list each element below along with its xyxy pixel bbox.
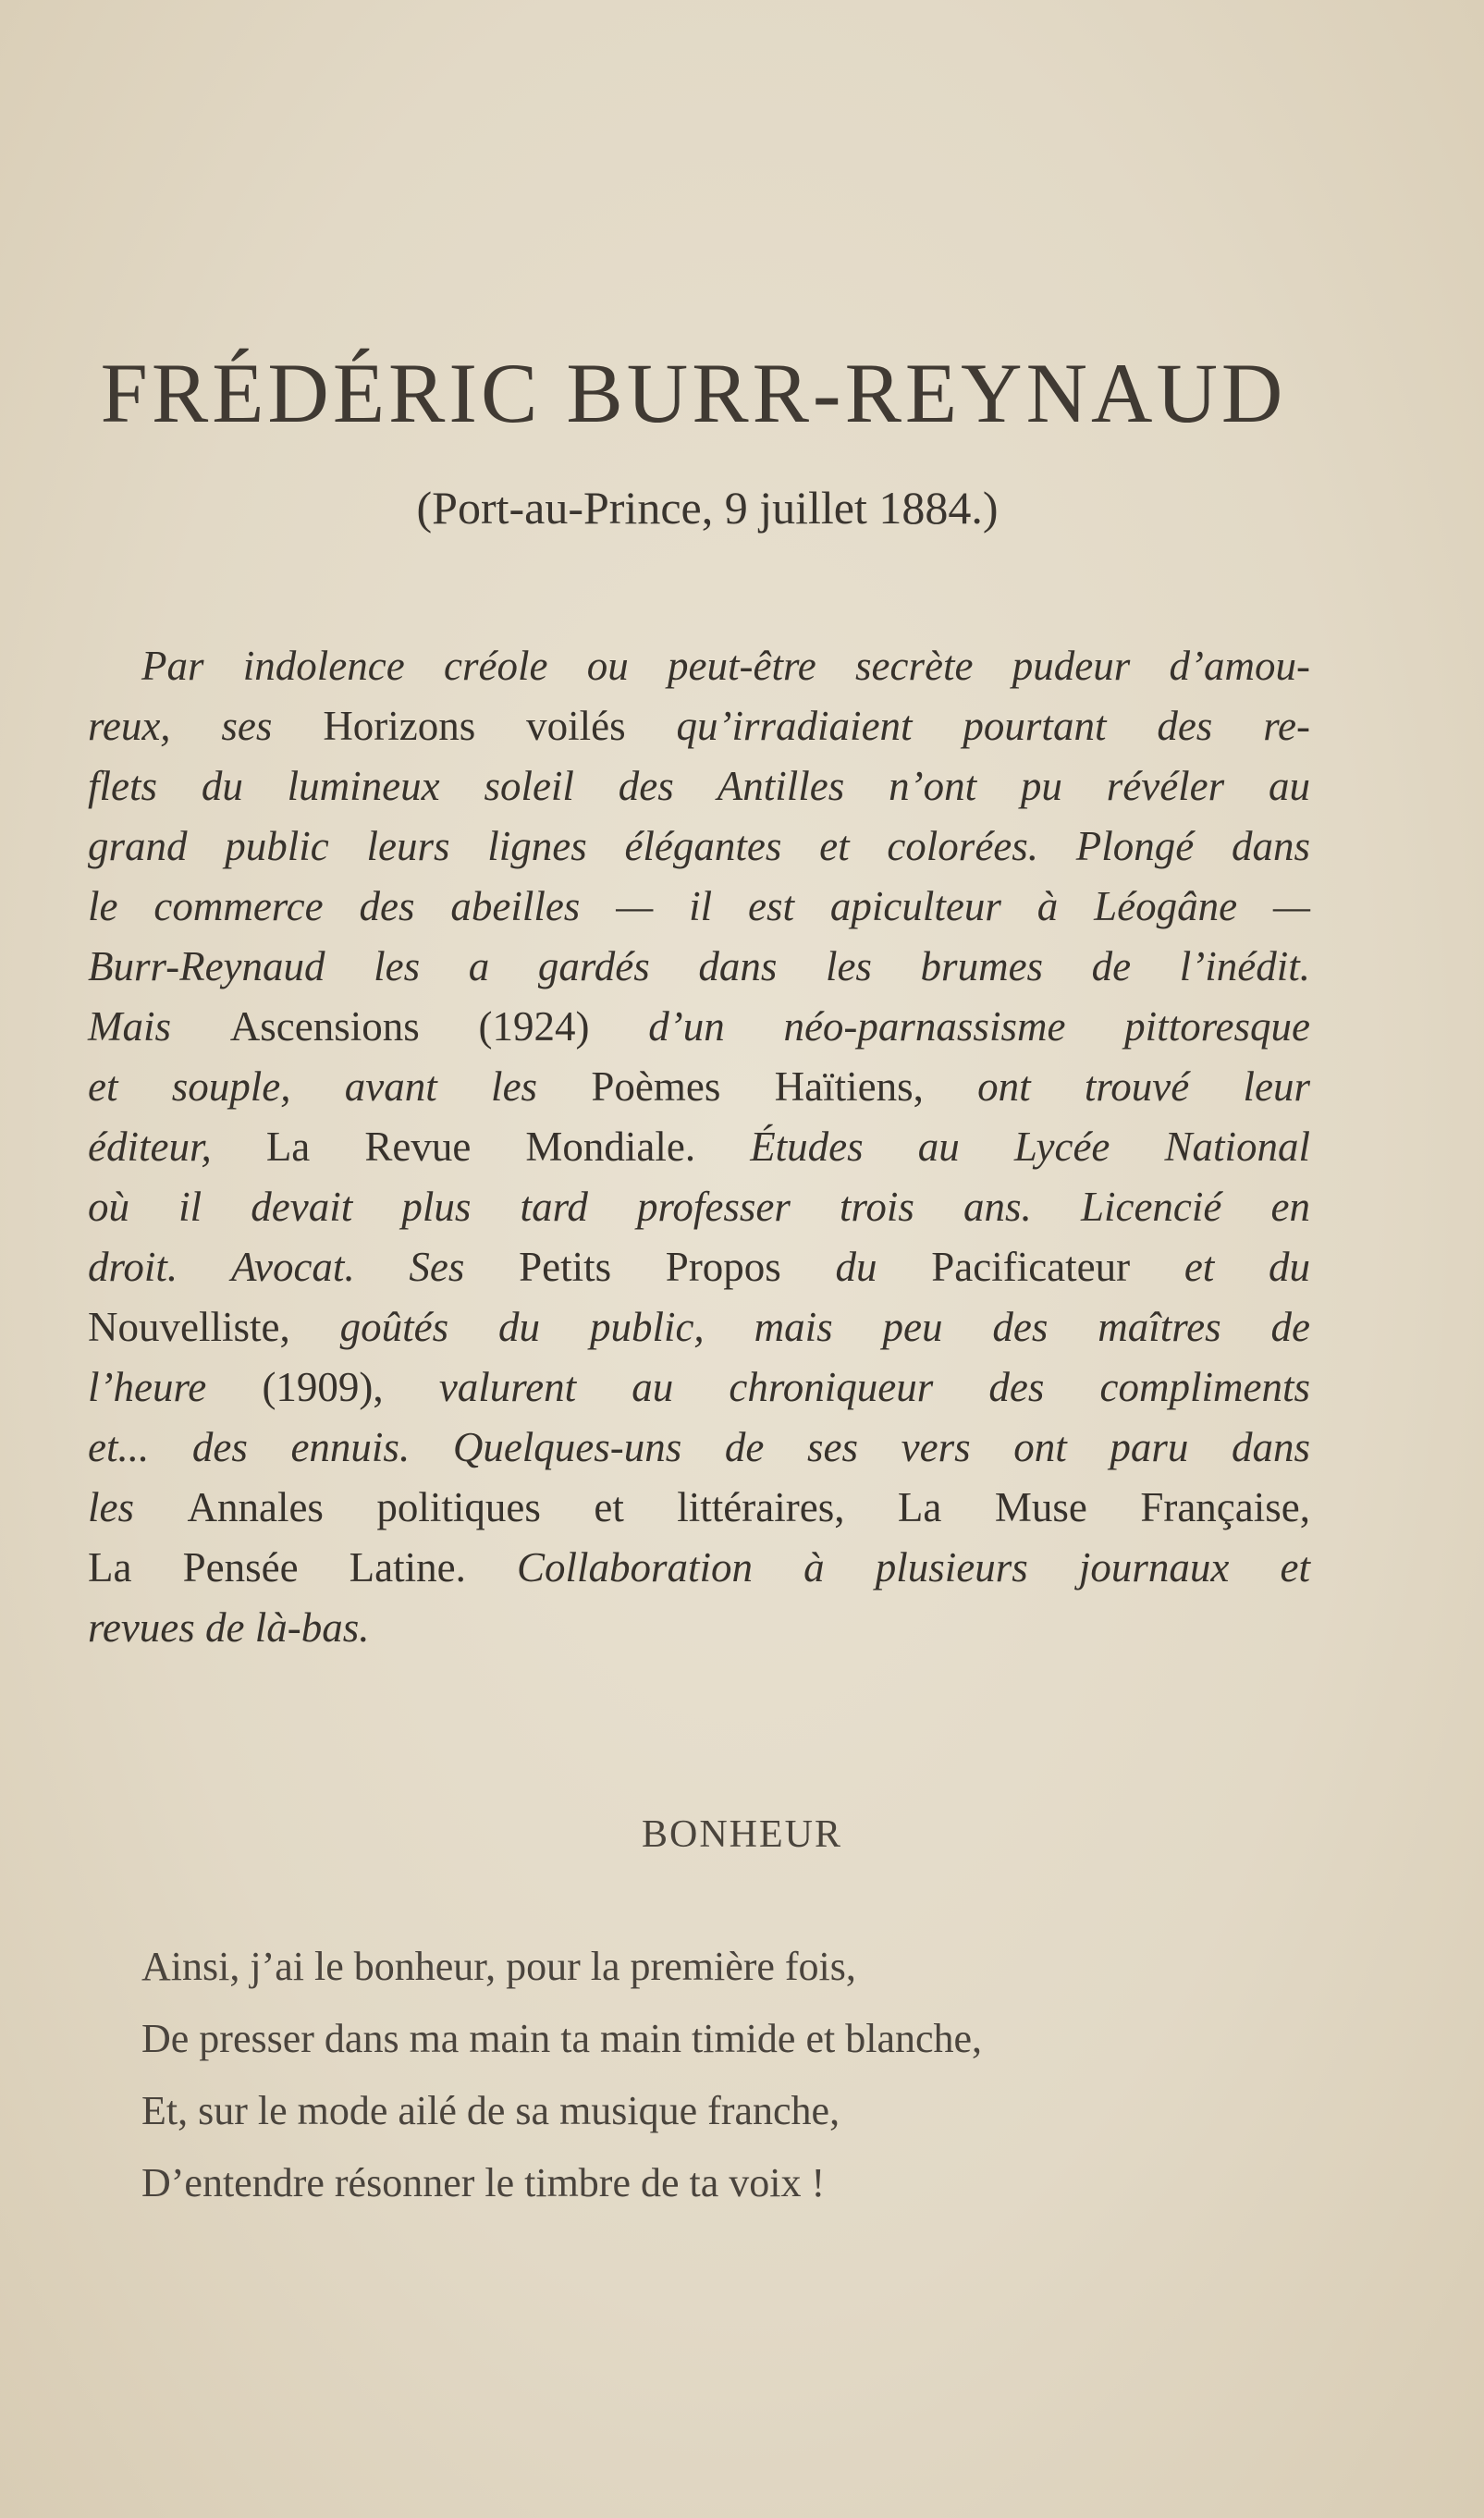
italic-text-segment: goûtés du public, mais peu des maîtres de <box>339 1304 1311 1350</box>
poem-verse: De presser dans ma main ta main timide et blanche, <box>141 2016 983 2061</box>
roman-title-segment: Annales politiques et littéraires, La Muse Française, <box>187 1484 1310 1530</box>
roman-title-segment: Poèmes Haïtiens, <box>591 1063 978 1110</box>
italic-text-segment: d’un néo-parnassisme pittoresque <box>648 1003 1310 1050</box>
italic-text-segment: et... des ennuis. Quelques-uns de ses vers ont paru dans <box>88 1424 1310 1470</box>
roman-title-segment: Horizons voilés <box>323 703 677 749</box>
italic-text-segment: Par indolence créole ou peut-être secrète pudeur d’amou- <box>141 643 1310 689</box>
italic-text-segment: où il devait plus tard professer trois ans. Licencié en <box>88 1184 1310 1230</box>
roman-title-segment: (1909), <box>262 1364 439 1410</box>
paragraph-line <box>88 1177 1310 1237</box>
birth-place-date: (Port-au-Prince, 9 juillet 1884.) <box>416 482 999 534</box>
italic-text-segment: éditeur, <box>88 1124 266 1170</box>
paragraph-line <box>88 636 1310 696</box>
italic-text-segment: le commerce des abeilles — il est apiculteur à Léogâne — <box>88 883 1310 929</box>
paragraph-line <box>88 1237 1310 1297</box>
italic-text-segment: flets du lumineux soleil des Antilles n’ont pu révéler au <box>88 763 1310 809</box>
poem-verse: Et, sur le mode ailé de sa musique franche, <box>141 2088 840 2133</box>
italic-text-segment: Burr-Reynaud les a gardés dans les brumes de l’inédit. <box>88 943 1310 989</box>
paragraph-line <box>88 1418 1310 1478</box>
roman-title-segment: Nouvelliste, <box>88 1304 340 1350</box>
italic-text-segment: droit. Avocat. Ses <box>88 1244 520 1290</box>
poem-verse: D’entendre résonner le timbre de ta voix ! <box>141 2160 826 2205</box>
paragraph-line <box>88 1538 1310 1598</box>
italic-text-segment: reux, ses <box>88 703 324 749</box>
poem-stanza <box>141 1931 982 2219</box>
italic-text-segment: du <box>835 1244 932 1290</box>
italic-text-segment: Mais <box>88 1003 230 1050</box>
italic-text-segment: et souple, avant les <box>88 1063 592 1110</box>
roman-title-segment: La Revue Mondiale. <box>265 1124 751 1170</box>
paragraph-line <box>88 1297 1310 1357</box>
roman-title-segment: La Pensée Latine. <box>88 1544 517 1591</box>
paragraph-line <box>88 1598 1310 1658</box>
italic-text-segment: grand public leurs lignes élégantes et colorées. Plongé dans <box>88 823 1310 869</box>
italic-text-segment: revues de là-bas. <box>88 1604 370 1651</box>
italic-text-segment: Études au Lycée National <box>750 1124 1310 1170</box>
paragraph-line <box>88 1057 1310 1117</box>
paragraph-line <box>88 877 1310 937</box>
paragraph-line <box>88 1117 1310 1177</box>
italic-text-segment: l’heure <box>88 1364 263 1410</box>
italic-text-segment: et du <box>1184 1244 1310 1290</box>
paragraph-line <box>88 1357 1310 1418</box>
italic-text-segment: les <box>88 1484 188 1530</box>
paragraph-line <box>88 696 1310 756</box>
roman-title-segment: Ascensions (1924) <box>229 1003 649 1050</box>
italic-text-segment: valurent au chroniqueur des compliments <box>438 1364 1310 1410</box>
biography-paragraph <box>88 636 1310 1658</box>
roman-title-segment: Petits Propos <box>519 1244 836 1290</box>
paragraph-line <box>88 937 1310 997</box>
paragraph-line <box>88 1478 1310 1538</box>
paragraph-line <box>88 756 1310 817</box>
italic-text-segment: Collaboration à plusieurs journaux et <box>516 1544 1310 1591</box>
roman-title-segment: Pacificateur <box>931 1244 1184 1290</box>
poem-verse: Ainsi, j’ai le bonheur, pour la première fois, <box>141 1944 856 1989</box>
italic-text-segment: ont trouvé leur <box>977 1063 1311 1110</box>
paragraph-line <box>88 997 1310 1057</box>
italic-text-segment: qu’irradiaient pourtant des re- <box>676 703 1310 749</box>
poem-title: BONHEUR <box>641 1813 842 1856</box>
paragraph-line <box>88 817 1310 877</box>
author-name-heading: FRÉDÉRIC BURR-REYNAUD <box>100 346 1287 440</box>
